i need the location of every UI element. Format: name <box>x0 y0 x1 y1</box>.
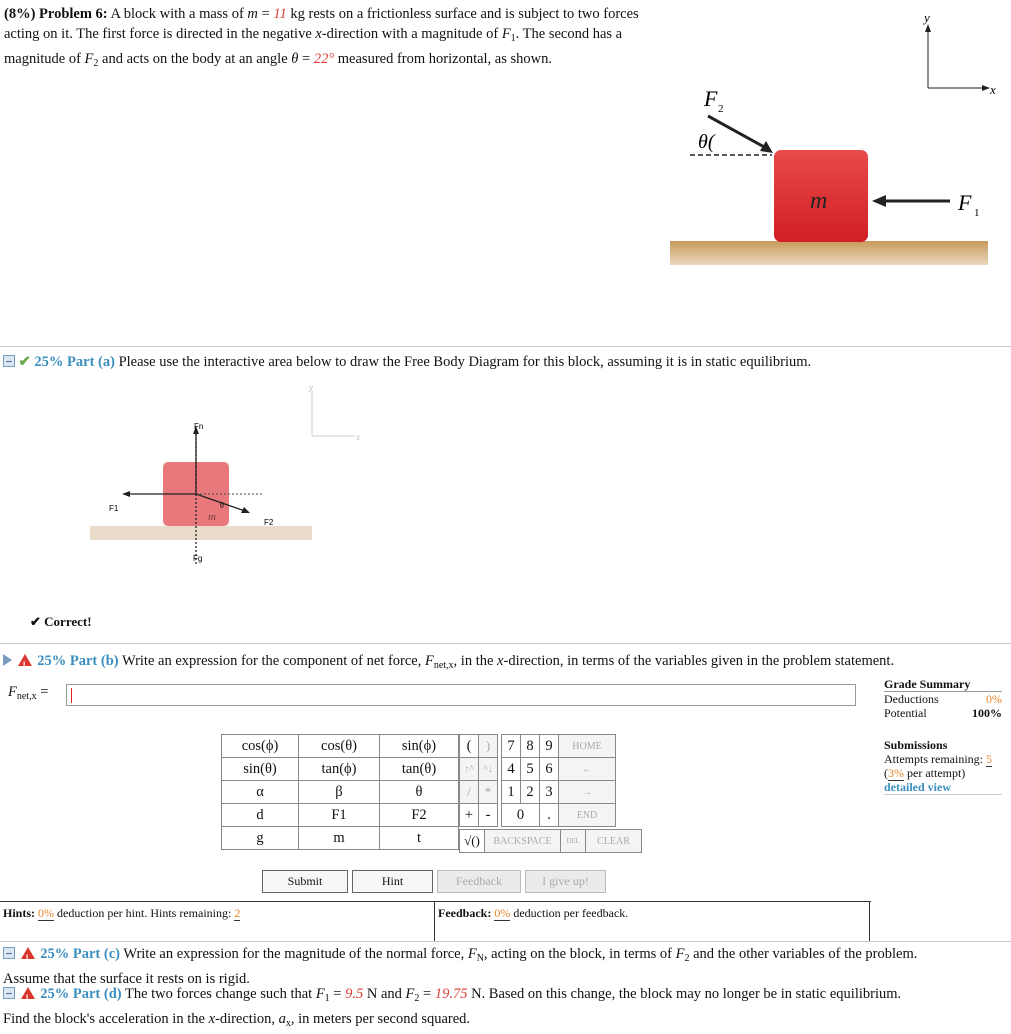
per-attempt-label: per attempt) <box>907 766 966 780</box>
problem-figure <box>660 8 1005 278</box>
key-minus[interactable]: - <box>479 804 498 827</box>
problem-weight: (8%) <box>4 6 36 22</box>
per-attempt-value: 3% <box>888 766 904 780</box>
operator-keypad <box>459 734 616 827</box>
key-home[interactable]: HOME <box>559 735 616 758</box>
answer-label <box>8 684 48 702</box>
edit-keypad <box>459 829 642 853</box>
fbd-x-label: x <box>356 432 360 442</box>
expand-arrow-icon[interactable] <box>3 654 12 666</box>
part-d-text: N and <box>366 986 402 1002</box>
part-b-text: -direction, in terms of the variables given in the problem statement. <box>503 653 895 669</box>
key-sqrt[interactable]: √() <box>460 830 485 853</box>
deductions-label: Deductions <box>884 692 939 706</box>
potential-value: 100% <box>972 706 1002 720</box>
key-tan-theta[interactable]: tan(θ) <box>380 758 459 781</box>
f2-value: 19.75 <box>434 986 468 1002</box>
f1-symbol: F <box>315 986 325 1002</box>
per-attempt-open: ( <box>884 766 888 780</box>
checkmark-icon: ✔ <box>30 614 41 629</box>
key-paren-open[interactable]: ( <box>460 735 479 758</box>
f2-subscript: 2 <box>93 58 99 69</box>
key-beta[interactable]: β <box>299 781 380 804</box>
f1-symbol: F <box>501 26 511 42</box>
a-symbol: a <box>278 1011 286 1027</box>
key-0[interactable]: 0 <box>502 804 540 827</box>
checkmark-icon: ✔ <box>18 354 31 370</box>
part-d-text: , in meters per second squared. <box>290 1011 471 1027</box>
key-8[interactable]: 8 <box>521 735 540 758</box>
part-a-label: Part (a) <box>67 354 115 370</box>
divider <box>0 941 1011 942</box>
a-subscript: x <box>285 1018 291 1029</box>
key-tan-phi[interactable]: tan(ϕ) <box>299 758 380 781</box>
part-c-label: Part (c) <box>72 946 120 962</box>
angle-value: 22° <box>313 51 335 67</box>
status-text: Correct! <box>44 614 92 629</box>
key-7[interactable]: 7 <box>502 735 521 758</box>
collapse-toggle-icon[interactable] <box>3 355 15 367</box>
attempts-value: 5 <box>985 752 992 766</box>
problem-label: Problem 6: <box>39 6 108 22</box>
fbd-theta-label: θ <box>220 501 224 510</box>
theta-label: θ( <box>698 131 715 153</box>
x-axis-label: x <box>990 82 996 97</box>
submissions-summary <box>884 738 1002 795</box>
deductions-value: 0% <box>986 692 1002 706</box>
part-b-text: , in the <box>453 653 494 669</box>
status-message <box>30 614 92 630</box>
key-2[interactable]: 2 <box>521 781 540 804</box>
part-a-header <box>3 352 811 372</box>
key-paren-close[interactable]: ) <box>479 735 498 758</box>
f1-arrowhead-icon <box>872 195 886 207</box>
variable-keypad <box>221 734 459 850</box>
fbd-f1-label: F1 <box>109 504 119 513</box>
problem-statement: (8%) Problem 6: A block with a mass of m = 11 kg rests on a frictionless surface and is subject to two forces acting on it. The first force is directed in the negative x-direction with a magnitude of $F_1$. The second has a magnitude of $F_2$ and acts on the body at an angle θ = 22° measured from horizontal, as shown. <box>4 6 639 69</box>
equals-sign: = <box>333 986 342 1002</box>
key-g[interactable]: g <box>222 827 299 850</box>
hints-pct: 0% <box>38 906 55 920</box>
part-b-header <box>3 651 894 676</box>
key-5[interactable]: 5 <box>521 758 540 781</box>
text-cursor <box>71 688 72 703</box>
hints-label: Hints: <box>3 906 36 920</box>
part-c-header <box>3 944 1011 989</box>
x-variable: x <box>208 1011 215 1027</box>
divider <box>0 346 1011 347</box>
key-sin-phi[interactable]: sin(ϕ) <box>380 735 459 758</box>
key-del[interactable]: DEL <box>561 830 586 853</box>
key-up[interactable]: ↑^ <box>460 758 479 781</box>
fbd-drawing-area[interactable] <box>80 378 380 578</box>
theta-symbol: θ <box>291 51 299 67</box>
part-d-header <box>3 984 1011 1034</box>
hints-column-divider <box>434 901 435 941</box>
key-cos-phi[interactable]: cos(ϕ) <box>222 735 299 758</box>
collapse-toggle-icon[interactable] <box>3 987 15 999</box>
feedback-pct: 0% <box>494 906 511 920</box>
fbd-mass-label: m <box>208 511 216 523</box>
f2-subscript: 2 <box>414 993 420 1004</box>
fnet-subscript: net,x <box>433 660 454 671</box>
f1-value: 9.5 <box>345 986 364 1002</box>
f2-label: F <box>704 86 718 111</box>
mass-variable: m <box>247 6 258 22</box>
problem-text: measured from horizontal, as shown. <box>337 51 553 67</box>
problem-text: The second has a magnitude of <box>4 26 623 67</box>
submissions-title: Submissions <box>884 738 948 752</box>
give-up-button[interactable]: I give up! <box>525 870 606 893</box>
key-down[interactable]: ^↓ <box>479 758 498 781</box>
y-axis-label: y <box>924 10 930 25</box>
part-b-text: Write an expression for the component of net force, <box>121 653 422 669</box>
feedback-label: Feedback: <box>438 906 492 920</box>
submit-button[interactable]: Submit <box>262 870 348 893</box>
detailed-view-link[interactable]: detailed view <box>884 780 951 794</box>
fbd-fn-label: Fn <box>194 422 204 431</box>
f2-label-sub: 2 <box>718 103 724 115</box>
f1-subscript: 1 <box>510 33 516 44</box>
part-b-label: Part (b) <box>69 653 119 669</box>
axes-icon <box>925 24 990 91</box>
part-c-text: Write an expression for the magnitude of the normal force, <box>123 946 465 962</box>
input-label-symbol: F <box>8 684 17 700</box>
grade-summary <box>884 677 1002 720</box>
fbd-f2-label: F2 <box>264 518 274 527</box>
key-divide[interactable]: / <box>460 781 479 804</box>
key-right-arrow-icon[interactable]: → <box>559 781 616 804</box>
part-c-text: and the other variables of the problem. <box>693 946 918 962</box>
key-9[interactable]: 9 <box>540 735 559 758</box>
fbd-axes-icon <box>312 390 355 436</box>
fbd-f1-arrowhead-icon <box>122 491 130 497</box>
problem-text: -direction with a magnitude of <box>321 26 499 42</box>
key-cos-theta[interactable]: cos(θ) <box>299 735 380 758</box>
divider <box>0 643 1011 644</box>
key-t[interactable]: t <box>380 827 459 850</box>
problem-text: and acts on the body at an angle <box>102 51 288 67</box>
key-multiply[interactable]: * <box>479 781 498 804</box>
part-d-text: Find the block's acceleration in the <box>3 1011 205 1027</box>
feedback-button[interactable]: Feedback <box>437 870 521 893</box>
key-m[interactable]: m <box>299 827 380 850</box>
key-alpha[interactable]: α <box>222 781 299 804</box>
key-theta[interactable]: θ <box>380 781 459 804</box>
part-a-text: Please use the interactive area below to draw the Free Body Diagram for this block, assuming it is in static equilibrium. <box>118 354 812 370</box>
key-d[interactable]: d <box>222 804 299 827</box>
answer-input[interactable] <box>66 684 856 706</box>
f2-symbol: F <box>675 946 685 962</box>
block-mass-label: m <box>810 188 828 214</box>
part-d-label: Part (d) <box>72 986 122 1002</box>
key-f2[interactable]: F2 <box>380 804 459 827</box>
key-backspace[interactable]: BACKSPACE <box>485 830 561 853</box>
warning-icon <box>18 654 32 666</box>
mass-value: 11 <box>273 6 287 22</box>
f2-subscript: 2 <box>684 953 690 964</box>
equals-sign: = <box>40 684 49 700</box>
key-1[interactable]: 1 <box>502 781 521 804</box>
f2-arrow <box>708 116 766 148</box>
x-variable: x <box>497 653 504 669</box>
feedback-info <box>438 906 628 921</box>
key-clear[interactable]: CLEAR <box>586 830 642 853</box>
part-d-weight: 25% <box>40 986 70 1002</box>
part-d-text: N. Based on this change, the block may no longer be in static equilibrium. <box>471 986 902 1002</box>
fbd-fg-label: Fg <box>193 554 203 563</box>
potential-label: Potential <box>884 706 927 720</box>
key-plus[interactable]: + <box>460 804 479 827</box>
key-6[interactable]: 6 <box>540 758 559 781</box>
part-d-text: The two forces change such that <box>124 986 313 1002</box>
key-4[interactable]: 4 <box>502 758 521 781</box>
collapse-toggle-icon[interactable] <box>3 947 15 959</box>
fn-symbol: F <box>467 946 477 962</box>
part-c-text: , acting on the block, in terms of <box>483 946 672 962</box>
problem-text: A block with a mass of <box>110 6 244 22</box>
hints-remaining: 2 <box>234 906 241 920</box>
key-left-arrow-icon[interactable]: ← <box>559 758 616 781</box>
fbd-ground <box>90 526 312 540</box>
input-label-subscript: net,x <box>16 691 37 702</box>
hints-divider <box>0 901 871 902</box>
part-c-text: Assume that the surface it rests on is rigid. <box>3 971 250 987</box>
key-dot[interactable]: . <box>540 804 559 827</box>
equals-sign: = <box>423 986 432 1002</box>
problem-text: kg rests on a frictionless surface and is subject to two forces acting on it. The first force is directed in the negative <box>4 6 639 42</box>
x-variable: x <box>315 26 322 42</box>
hints-right-divider <box>869 901 870 941</box>
f1-label-sub: 1 <box>974 207 980 219</box>
key-sin-theta[interactable]: sin(θ) <box>222 758 299 781</box>
key-3[interactable]: 3 <box>540 781 559 804</box>
key-f1[interactable]: F1 <box>299 804 380 827</box>
f2-symbol: F <box>405 986 415 1002</box>
key-end[interactable]: END <box>559 804 616 827</box>
f2-symbol: F <box>84 51 94 67</box>
hints-text: deduction per hint. Hints remaining: <box>57 906 232 920</box>
feedback-text: deduction per feedback. <box>513 906 629 920</box>
f1-subscript: 1 <box>324 993 330 1004</box>
part-d-text: -direction, <box>215 1011 275 1027</box>
hints-info <box>3 906 240 921</box>
fbd-y-label: y <box>309 382 313 392</box>
warning-icon <box>21 987 35 999</box>
fnet-symbol: F <box>424 653 434 669</box>
hint-button[interactable]: Hint <box>352 870 433 893</box>
grade-summary-title: Grade Summary <box>884 677 1002 692</box>
ground-surface <box>670 241 988 265</box>
f1-label: F <box>958 190 972 215</box>
part-a-weight: 25% <box>34 354 64 370</box>
part-b-weight: 25% <box>37 653 67 669</box>
warning-icon <box>21 947 35 959</box>
fn-subscript: N <box>476 953 484 964</box>
attempts-label: Attempts remaining: <box>884 752 983 766</box>
part-c-weight: 25% <box>40 946 70 962</box>
